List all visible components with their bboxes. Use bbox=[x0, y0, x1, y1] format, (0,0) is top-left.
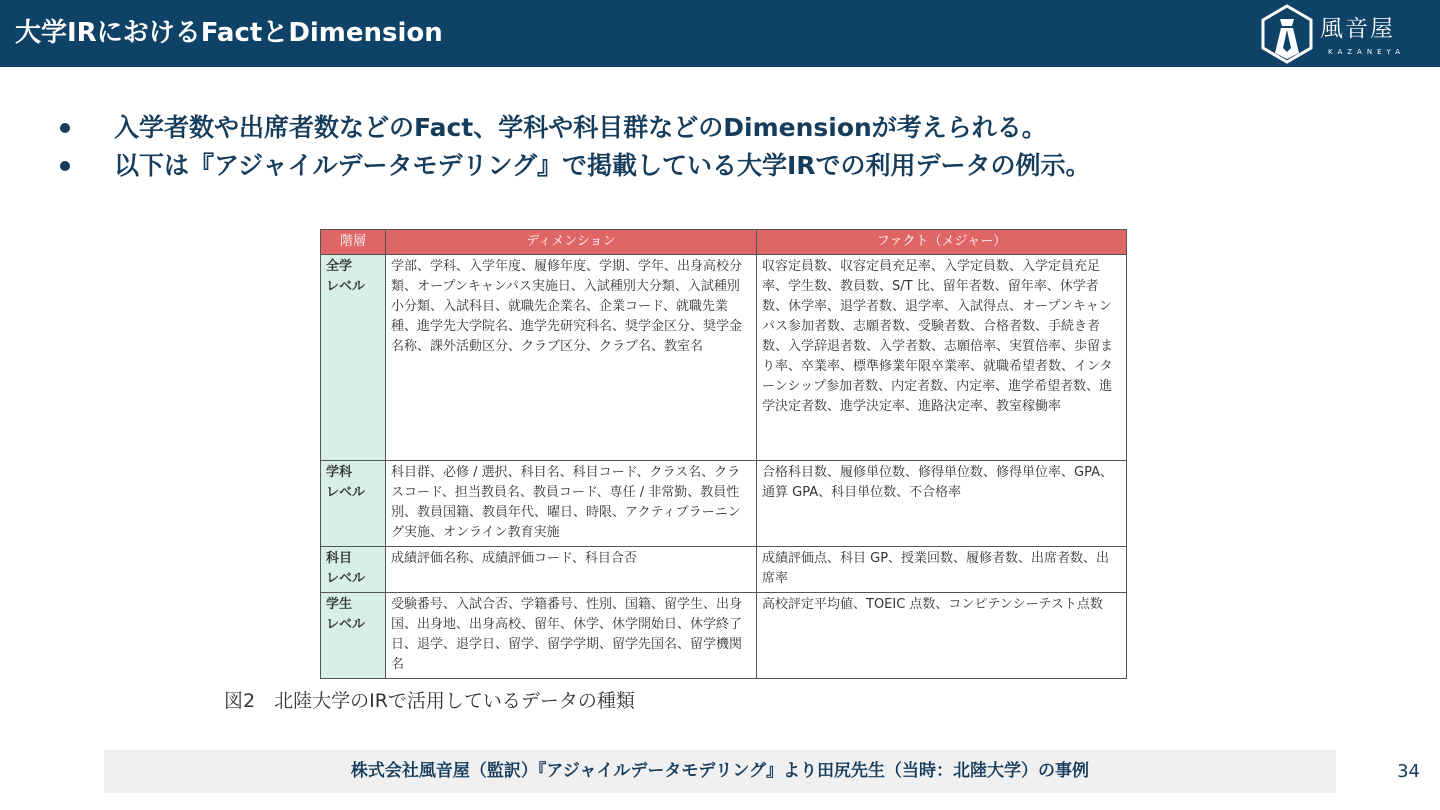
fact-cell: 成績評価点、科目 GP、授業回数、履修者数、出席者数、出席率 bbox=[757, 547, 1127, 593]
dimension-cell: 受験番号、入試合否、学籍番号、性別、国籍、留学生、出身国、出身地、出身高校、留年、休学、休学開始日、休学終了日、退学、退学日、留学、留学学期、留学先国名、留学機関名 bbox=[386, 593, 757, 679]
page-number: 34 bbox=[1397, 761, 1420, 782]
bullet-list bbox=[60, 109, 1091, 185]
level-cell: 学生 レベル bbox=[321, 593, 386, 679]
fact-cell: 高校評定平均値、TOEIC 点数、コンピテンシーテスト点数 bbox=[757, 593, 1127, 679]
bullet-dot-icon bbox=[60, 123, 70, 133]
figure-caption: 図2 北陸大学のIRで活用しているデータの種類 bbox=[224, 690, 635, 712]
dimension-cell: 科目群、必修 / 選択、科目名、科目コード、クラス名、クラスコード、担当教員名、教員コード、専任 / 非常勤、教員性別、教員国籍、教員年代、曜日、時限、アクティブラーニング実施、オンライン教育実施 bbox=[386, 461, 757, 547]
column-header-level: 階層 bbox=[321, 230, 386, 255]
kazaneya-logo-icon bbox=[1258, 3, 1316, 65]
logo-name: 風音屋 bbox=[1320, 16, 1395, 42]
level-cell: 全学 レベル bbox=[321, 255, 386, 461]
dimension-cell: 学部、学科、入学年度、履修年度、学期、学年、出身高校分類、オープンキャンパス実施日、入試種別大分類、入試種別小分類、入試科目、就職先企業名、企業コード、就職先業種、進学先大学院名、進学先研究科名、奨学金区分、奨学金名称、課外活動区分、クラブ区分、クラブ名、教室名 bbox=[386, 255, 757, 461]
bullet-item bbox=[60, 147, 1091, 185]
level-cell: 科目 レベル bbox=[321, 547, 386, 593]
bullet-text: 以下は『アジャイルデータモデリング』で掲載している大学IRでの利用データの例示。 bbox=[114, 151, 1091, 180]
fact-cell: 収容定員数、収容定員充足率、入学定員数、入学定員充足率、学生数、教員数、S/T 比、留年者数、留年率、休学者数、休学率、退学者数、退学率、入試得点、オープンキャンパス参加者数、志願者数、受験者数、合格者数、手続き者数、入学辞退者数、入学者数、志願倍率、実質倍率、歩留まり率、卒業率、標準修業年限卒業率、就職希望者数、インターンシップ参加者数、内定者数、内定率、進学希望者数、進学決定者数、進学決定率、進路決定率、教室稼働率 bbox=[757, 255, 1127, 461]
table-row bbox=[321, 593, 1127, 679]
table-row bbox=[321, 547, 1127, 593]
bullet-dot-icon bbox=[60, 161, 70, 171]
column-header-fact: ファクト（メジャー） bbox=[757, 230, 1127, 255]
header-bar bbox=[0, 0, 1440, 67]
table-row bbox=[321, 255, 1127, 461]
source-footer bbox=[104, 750, 1336, 793]
data-types-table bbox=[320, 229, 1127, 679]
company-logo bbox=[1258, 3, 1408, 65]
bullet-item bbox=[60, 109, 1091, 147]
bullet-text: 入学者数や出席者数などのFact、学科や科目群などのDimensionが考えられる。 bbox=[114, 113, 1047, 142]
source-text: 株式会社風音屋（監訳）『アジャイルデータモデリング』より田尻先生（当時：北陸大学）の事例 bbox=[350, 761, 1090, 781]
level-cell: 学科 レベル bbox=[321, 461, 386, 547]
fact-cell: 合格科目数、履修単位数、修得単位数、修得単位率、GPA、通算 GPA、科目単位数、不合格率 bbox=[757, 461, 1127, 547]
logo-subtext: KAZANEYA bbox=[1328, 48, 1406, 56]
dimension-cell: 成績評価名称、成績評価コード、科目合否 bbox=[386, 547, 757, 593]
table-row bbox=[321, 461, 1127, 547]
column-header-dimension: ディメンション bbox=[386, 230, 757, 255]
table-header-row bbox=[321, 230, 1127, 255]
slide-title: 大学IRにおけるFactとDimension bbox=[15, 18, 443, 48]
